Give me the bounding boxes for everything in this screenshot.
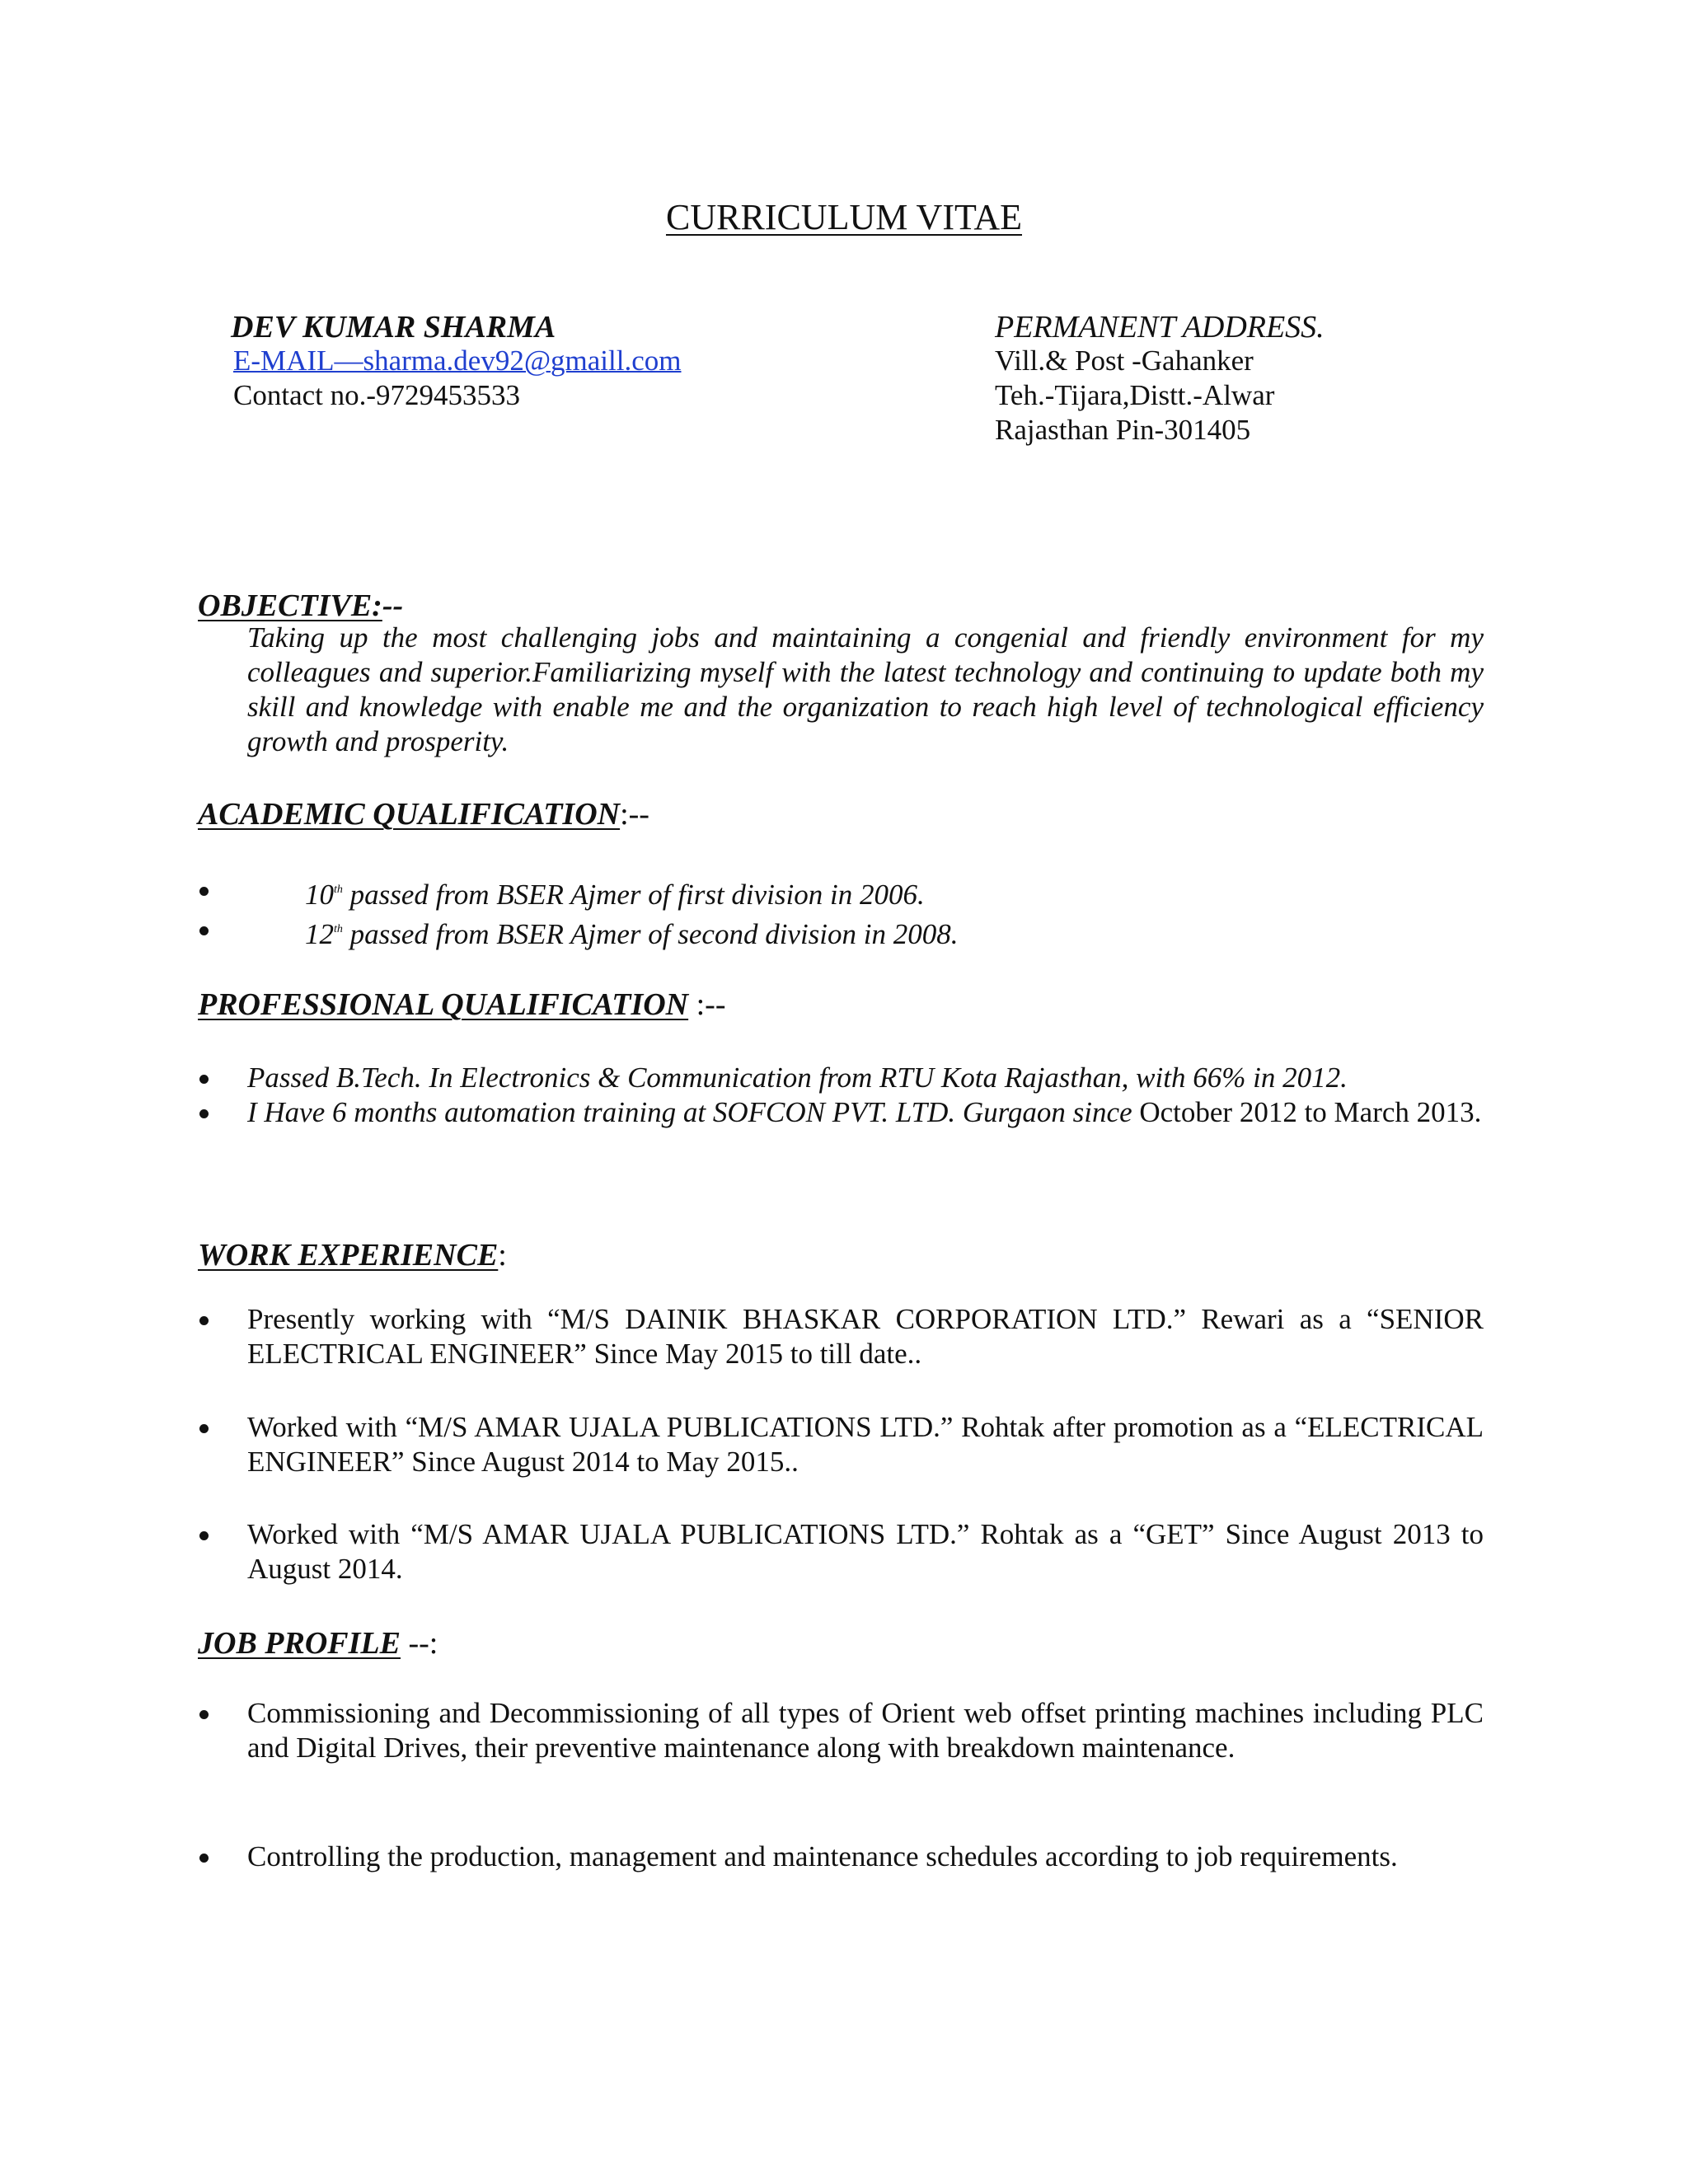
list-item: Presently working with “M/S DAINIK BHASKAR CORPORATION LTD.” Rewari as a “SENIOR ELECTRICAL ENGINEER” Since May 2015 to till date.. bbox=[247, 1303, 1484, 1370]
academic-list bbox=[247, 873, 1484, 952]
contact-number: Contact no.-9729453533 bbox=[233, 379, 521, 411]
job-profile-list bbox=[247, 1696, 1484, 1765]
job-profile-heading-text: JOB PROFILE bbox=[198, 1626, 401, 1661]
work-heading-text: WORK EXPERIENCE bbox=[198, 1238, 499, 1272]
work-list-3 bbox=[247, 1517, 1484, 1586]
work-heading-suffix: : bbox=[498, 1238, 507, 1272]
page-title-text: CURRICULUM VITAE bbox=[665, 197, 1022, 237]
academic-heading bbox=[198, 795, 649, 833]
professional-list bbox=[247, 1061, 1484, 1130]
academic-heading-suffix: :-- bbox=[620, 797, 649, 832]
list-item: Commissioning and Decommissioning of all types of Orient web offset printing machines including PLC and Digital Drives, their preventive maintenance along with breakdown maintenance. bbox=[247, 1697, 1484, 1764]
page-title bbox=[0, 194, 1688, 241]
work-list bbox=[247, 1302, 1484, 1371]
work-heading bbox=[198, 1236, 507, 1274]
professional-heading bbox=[198, 986, 726, 1024]
address-line-1: Vill.& Post -Gahanker bbox=[995, 344, 1254, 377]
list-item: 12th passed from BSER Ajmer of second division in 2008. bbox=[247, 912, 1484, 952]
address-heading: PERMANENT ADDRESS. bbox=[995, 310, 1325, 344]
objective-text: Taking up the most challenging jobs and maintaining a congenial and friendly environment for my colleagues and superior.Familiarizing myself with the latest technology and continuing to update both my skill and knowledge with enable me and the organization to reach high level of technological efficiency growth and prosperity. bbox=[247, 621, 1484, 757]
professional-heading-text: PROFESSIONAL QUALIFICATION bbox=[198, 987, 689, 1022]
job-profile-list-2 bbox=[247, 1840, 1484, 1874]
professional-heading-suffix: :-- bbox=[688, 987, 726, 1022]
list-item: Worked with “M/S AMAR UJALA PUBLICATIONS LTD.” Rohtak as a “GET” Since August 2013 to August 2014. bbox=[247, 1518, 1484, 1585]
objective-heading-text: OBJECTIVE: bbox=[198, 588, 382, 623]
job-profile-heading bbox=[198, 1624, 438, 1662]
work-list-2 bbox=[247, 1410, 1484, 1479]
objective-heading-suffix: -- bbox=[382, 588, 404, 623]
address-line-2: Teh.-Tijara,Distt.-Alwar bbox=[995, 379, 1275, 411]
candidate-name: DEV KUMAR SHARMA bbox=[231, 310, 556, 344]
email-link[interactable]: E-MAIL—sharma.dev92@gmaill.com bbox=[233, 344, 682, 377]
academic-heading-text: ACADEMIC QUALIFICATION bbox=[198, 797, 621, 832]
job-profile-heading-suffix: --: bbox=[400, 1626, 438, 1661]
address-line-3: Rajasthan Pin-301405 bbox=[995, 414, 1251, 446]
list-item: Worked with “M/S AMAR UJALA PUBLICATIONS LTD.” Rohtak after promotion as a “ELECTRICAL ENGINEER” Since August 2014 to May 2015.. bbox=[247, 1411, 1484, 1478]
list-item: I Have 6 months automation training at SOFCON PVT. LTD. Gurgaon since October 2012 to March 2013. bbox=[247, 1095, 1484, 1130]
list-item: 10th passed from BSER Ajmer of first division in 2006. bbox=[247, 873, 1484, 912]
list-item: Passed B.Tech. In Electronics & Communication from RTU Kota Rajasthan, with 66% in 2012. bbox=[247, 1061, 1484, 1095]
objective-heading bbox=[198, 587, 403, 625]
list-item: Controlling the production, management and maintenance schedules according to job requirements. bbox=[247, 1840, 1484, 1874]
